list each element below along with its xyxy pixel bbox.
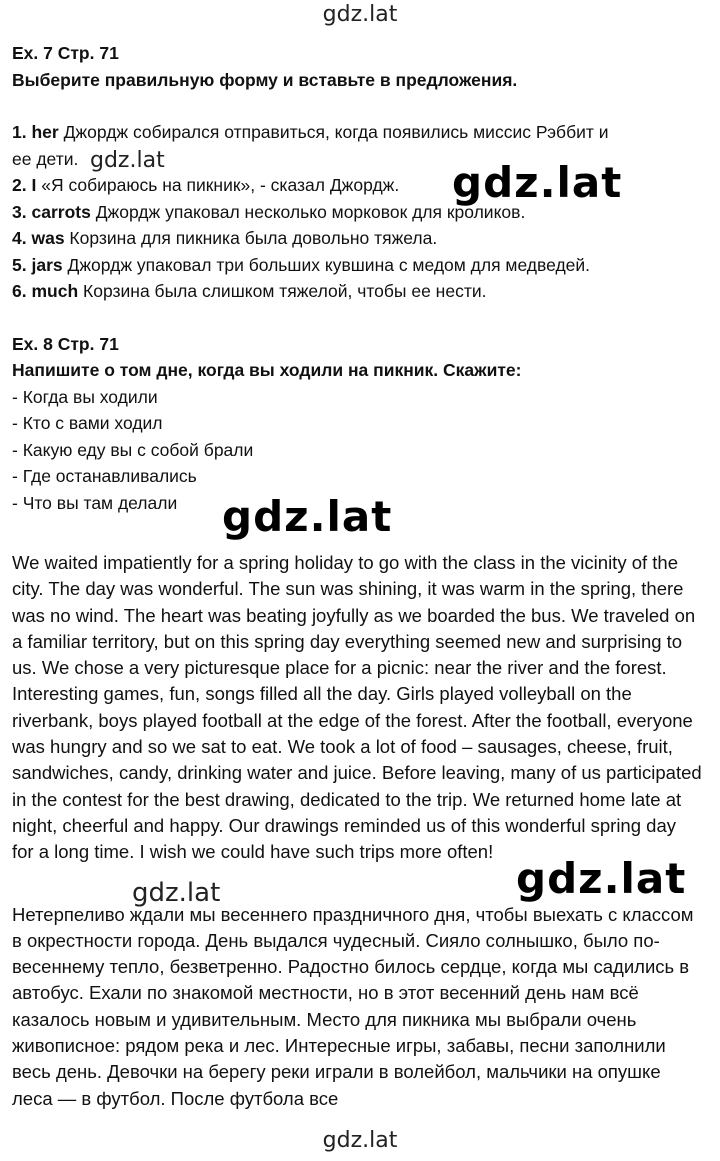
ex7-item-4-answer: was — [31, 228, 65, 248]
ex7-item-4-num: 4. — [12, 228, 27, 248]
english-paragraph — [12, 550, 702, 866]
russian-text: Нетерпеливо ждали мы весеннего праздничного дня, чтобы выехать с классом в окрестности города. День выдался чудесный. Сияло солнышко, было по-весеннему тепло, безветренно. Радостно билось сердце, когда мы садились в автобус. Ехали по знакомой местности, но в этот весенний день нам всё казалось новым и удивительным. Место для пикника мы выбрали очень живописное: рядом река и лес. Интересные игры, забавы, песни заполнили весь день. Девочки на берегу реки играли в волейбол, мальчики на опушке леса — в футбол. После футбола все — [12, 903, 694, 1109]
ex7-item-4 — [12, 225, 702, 252]
ex7-item-1-text: Джордж собирался отправиться, когда появились миссис Рэббит и — [58, 122, 609, 142]
ex8-prompt-1: - Когда вы ходили — [12, 386, 158, 407]
ex7-item-1-cont: ее дети. — [12, 148, 79, 169]
ex8-instruction: Напишите о том дне, когда вы ходили на пикник. Скажите: — [12, 360, 522, 380]
ex7-item-6-text: Корзина была слишком тяжелой, чтобы ее нести. — [78, 281, 487, 301]
ex8-title: Ex. 8 Стр. 71 — [12, 333, 119, 354]
ex7-item-5 — [12, 252, 702, 279]
watermark-bottom: gdz.lat — [322, 1128, 398, 1153]
ex7-item-2-num: 2. — [12, 175, 27, 195]
watermark-small-2: gdz.lat — [132, 878, 221, 908]
ex7-item-3-text: Джордж упаковал несколько морковок для кроликов. — [90, 201, 526, 222]
ex8-prompt-4: - Где останавливались — [12, 466, 197, 486]
ex7-item-2-text: «Я собираюсь на пикник», - сказал Джордж. — [36, 175, 400, 195]
russian-paragraph — [12, 902, 702, 1112]
ex7-title: Ex. 7 Стр. 71 — [12, 43, 119, 63]
ex8-prompt-2: - Кто с вами ходил — [12, 413, 163, 433]
watermark-large-1: gdz.lat — [452, 158, 623, 207]
watermark-large-3: gdz.lat — [516, 854, 687, 903]
ex7-item-5-num: 5. — [12, 254, 27, 275]
ex7-item-5-answer: jars — [31, 254, 63, 275]
ex7-instruction: Выберите правильную форму и вставьте в предложения. — [12, 69, 518, 90]
english-text: We waited impatiently for a spring holiday to go with the class in the vicinity of the city. The day was wonderful. The sun was shining, it was warm in the spring, there was no wind. The heart was beating joyfully as we boarded the bus. We traveled on a familiar territory, but on this spring day everything seemed new and surprising to us. We chose a very picturesque place for a picnic: near the river and the forest. Interesting games, fun, songs filled all the day. Girls played volleyball on the riverbank, boys played football at the edge of the forest. After the football, everyone was hungry and so we sat to eat. We took a lot of food – sausages, cheese, fruit, sandwiches, candy, drinking water and juice. Before leaving, many of us participated in the contest for the best drawing, dedicated to the trip. We returned home late at night, cheerful and happy. Our drawings reminded us of this wonderful spring day for a long time. I wish we could have such trips more often! — [12, 552, 702, 863]
ex7-item-1 — [12, 119, 702, 146]
ex7-item-3-num: 3. — [12, 201, 27, 222]
ex7-item-6-num: 6. — [12, 281, 27, 301]
ex7-item-1-answer: her — [31, 122, 59, 142]
ex8-prompt-5: - Что вы там делали — [12, 492, 178, 513]
ex7-item-1-num: 1. — [12, 122, 27, 142]
ex7-item-4-text: Корзина для пикника была довольно тяжела. — [64, 228, 438, 248]
ex7-item-6 — [12, 278, 702, 305]
watermark-small-1: gdz.lat — [90, 148, 165, 173]
ex7-item-6-answer: much — [31, 281, 79, 301]
ex7-item-5-text: Джордж упаковал три больших кувшина с медом для медведей. — [62, 254, 591, 275]
watermark-top: gdz.lat — [322, 2, 398, 27]
ex7-item-3-answer: carrots — [31, 201, 91, 222]
ex7-item-2-answer: I — [31, 175, 37, 195]
ex8-prompt-3: - Какую еду вы с собой брали — [12, 439, 254, 460]
watermark-large-2: gdz.lat — [222, 492, 393, 541]
